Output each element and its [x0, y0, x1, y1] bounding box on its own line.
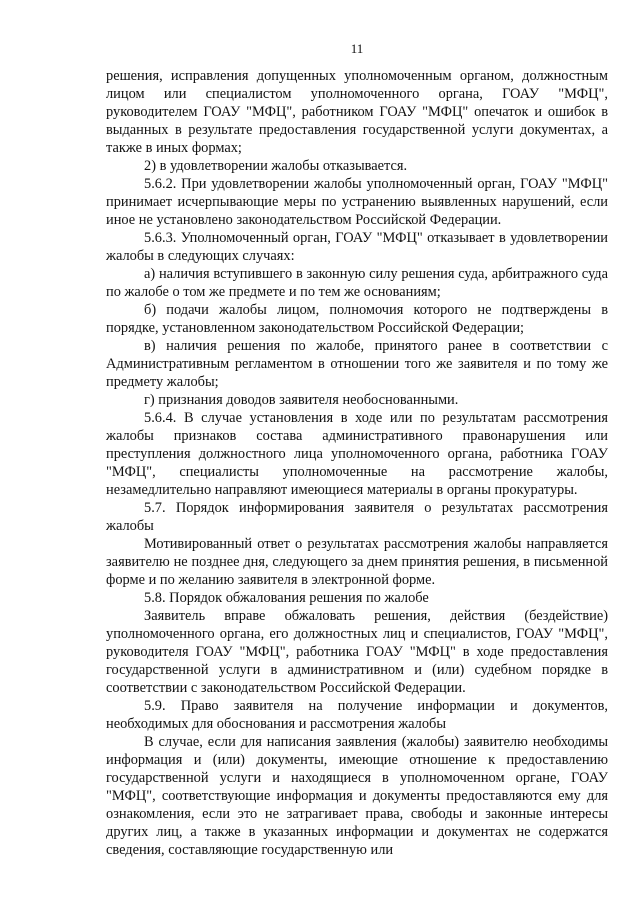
paragraph: 5.6.2. При удовлетворении жалобы уполномоченный орган, ГОАУ "МФЦ" принимает исчерпывающие меры по устранению выявленных нарушений, если иное не установлено законодательством Российской Федерации. — [106, 176, 608, 228]
paragraph: в) наличия решения по жалобе, принятого ранее в соответствии с Административным регламентом в отношении того же заявителя и по тому же предмету жалобы; — [106, 338, 608, 390]
paragraph: а) наличия вступившего в законную силу решения суда, арбитражного суда по жалобе о том же предмете и по тем же основаниям; — [106, 266, 608, 300]
paragraph: Мотивированный ответ о результатах рассмотрения жалобы направляется заявителю не позднее дня, следующего за днем принятия решения, в письменной форме и по желанию заявителя в электронной форме. — [106, 536, 608, 588]
paragraph: 5.6.3. Уполномоченный орган, ГОАУ "МФЦ" отказывает в удовлетворении жалобы в следующих случаях: — [106, 230, 608, 264]
page-number: 11 — [350, 41, 364, 56]
paragraph: 5.8. Порядок обжалования решения по жалобе — [144, 590, 429, 606]
paragraph: г) признания доводов заявителя необоснованными. — [144, 392, 459, 408]
paragraph: б) подачи жалобы лицом, полномочия которого не подтверждены в порядке, установленном законодательством Российской Федерации; — [106, 302, 608, 336]
paragraph: 5.6.4. В случае установления в ходе или по результатам рассмотрения жалобы признаков состава административного правонарушения или преступления должностного лица уполномоченного органа, работника ГОАУ "МФЦ", специалисты уполномоченные на рассмотрение жалобы, незамедлительно направляют имеющиеся материалы в органы прокуратуры. — [106, 410, 608, 498]
paragraph: 2) в удовлетворении жалобы отказывается. — [144, 158, 408, 174]
paragraph: решения, исправления допущенных уполномоченным органом, должностным лицом или специалистом уполномоченного органа, ГОАУ "МФЦ", руководителем ГОАУ "МФЦ", работником ГОАУ "МФЦ" опечаток и ошибок в выданных в результате предоставления государственной услуги документах, а также в иных формах; — [106, 68, 608, 156]
paragraph: 5.9. Право заявителя на получение информации и документов, необходимых для обоснования и рассмотрения жалобы — [106, 698, 608, 732]
paragraph: Заявитель вправе обжаловать решения, действия (бездействие) уполномоченного органа, его должностных лиц и специалистов, ГОАУ "МФЦ", руководителя ГОАУ "МФЦ", работника ГОАУ "МФЦ" в ходе предоставления государственной услуги в административном и (или) судебном порядке в соответствии с законодательством Российской Федерации. — [106, 608, 608, 696]
paragraph: В случае, если для написания заявления (жалобы) заявителю необходимы информация и (или) документы, имеющие отношение к предоставлению государственной услуги и находящиеся в уполномоченном органе, ГОАУ "МФЦ", соответствующие информация и документы предоставляются ему для ознакомления, если это не затрагивает права, свободы и законные интересы других лиц, а также в указанных информации и документах не содержатся сведения, составляющие государственную или — [106, 734, 608, 858]
paragraph: 5.7. Порядок информирования заявителя о результатах рассмотрения жалобы — [106, 500, 608, 534]
